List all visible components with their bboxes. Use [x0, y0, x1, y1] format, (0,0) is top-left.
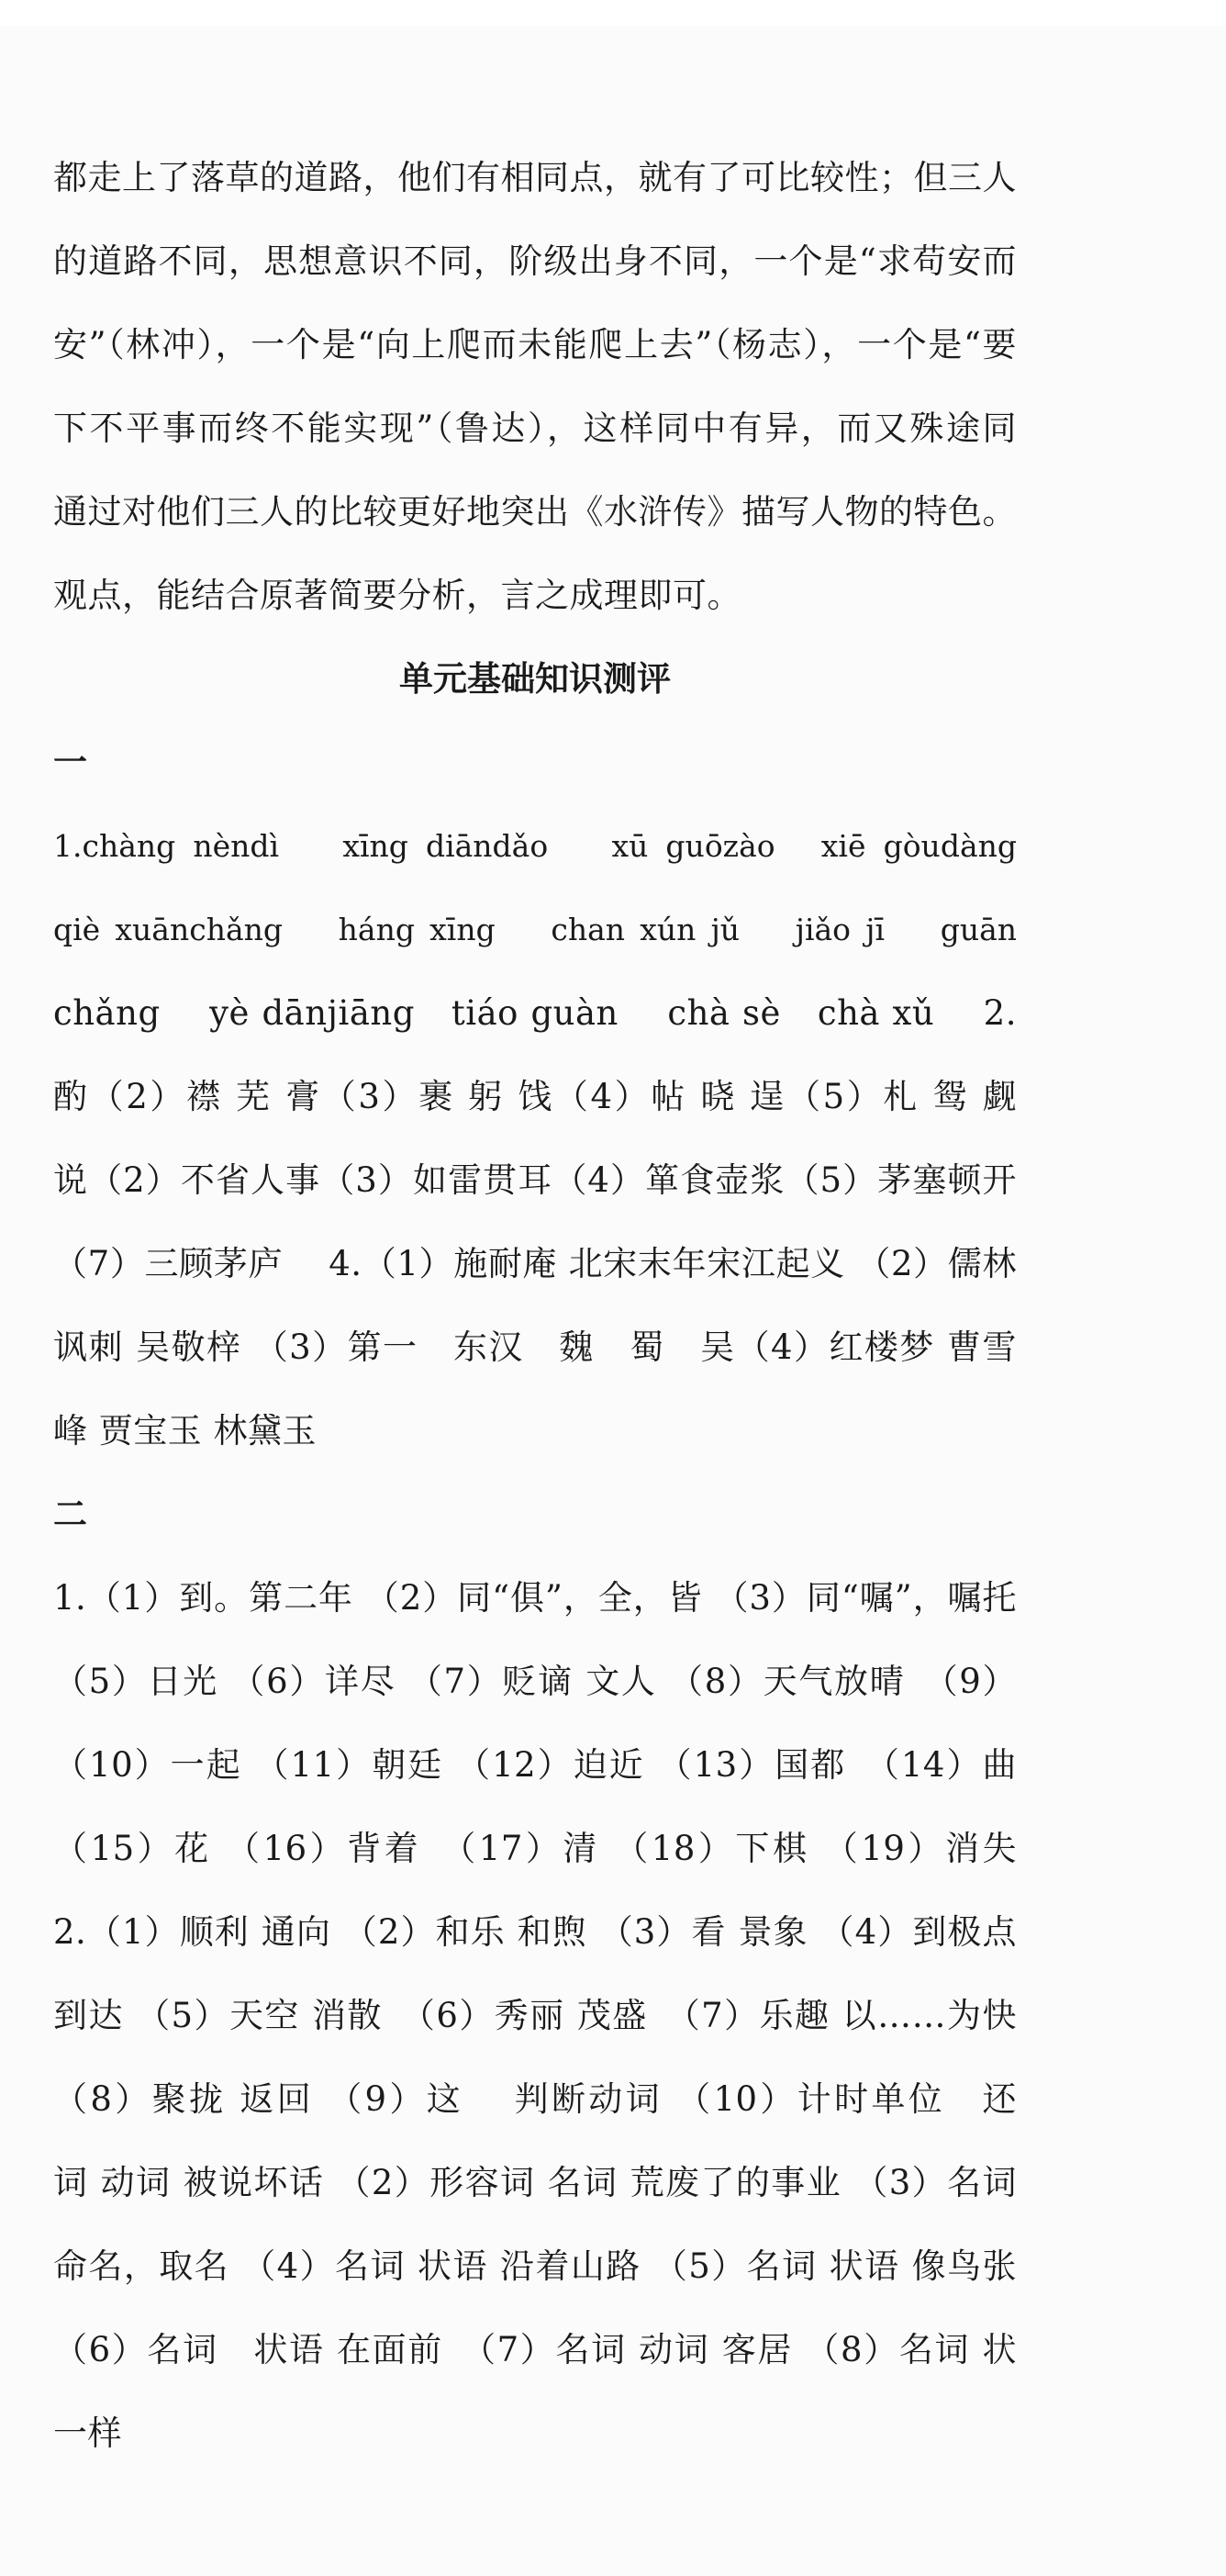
section-one-line: qiè xuānchǎng háng xīng chan xún jǔ jiǎo jī guān	[53, 912, 1017, 947]
section-two-line: （15）花 （16）背着 （17）清 （18）下棋 （19）消失	[53, 1829, 1017, 1868]
section-two-line: 2.（1）顺利 通向 （2）和乐 和煦 （3）看 景象 （4）到极点	[53, 1912, 1017, 1952]
section-one-line: 酌（2）襟 芜 膏（3）裹 躬 饯（4）帖 晓 逞（5）札 鸳 觑	[53, 1077, 1017, 1116]
section-two-line: （5）日光 （6）详尽 （7）贬谪 文人 （8）天气放晴 （9）	[53, 1662, 1017, 1701]
section-two-line: 命名，取名 （4）名词 状语 沿着山路 （5）名词 状语 像鸟张	[53, 2246, 1017, 2286]
section-one-line: 讽刺 吴敬梓 （3）第一 东汉 魏 蜀 吴（4）红楼梦 曹雪	[53, 1327, 1017, 1367]
section-two-mark: 二	[53, 1494, 87, 1534]
section-two-line: （6）名词 状语 在面前 （7）名词 动词 客居 （8）名词 状	[53, 2330, 1017, 2369]
intro-line: 的道路不同，思想意识不同，阶级出身不同，一个是“求苟安而	[53, 241, 1017, 281]
intro-line: 下不平事而终不能实现”（鲁达），这样同中有异，而又殊途同	[53, 409, 1017, 448]
section-one-mark: 一	[53, 742, 87, 782]
section-one-line: 说（2）不省人事（3）如雷贯耳（4）箪食壶浆（5）茅塞顿开	[53, 1160, 1017, 1200]
section-one-line: （7）三顾茅庐 4.（1）施耐庵 北宋末年宋江起义 （2）儒林	[53, 1244, 1017, 1283]
top-margin	[0, 0, 1226, 26]
section-two-line: 1.（1）到。第二年 （2）同“俱”，全，皆 （3）同“嘱”，嘱托	[53, 1578, 1017, 1618]
section-one-line: 1.chàng nèndì xīng diāndǎo xū guōzào xiē gòudàng	[53, 828, 1017, 864]
section-two-line: 到达 （5）天空 消散 （6）秀丽 茂盛 （7）乐趣 以……为快	[53, 1996, 1017, 2035]
section-two-line: （10）一起 （11）朝廷 （12）迫近 （13）国都 （14）曲	[53, 1745, 1017, 1785]
intro-line: 安”（林冲），一个是“向上爬而未能爬上去”（杨志），一个是“要	[53, 325, 1017, 364]
section-two-line: 词 动词 被说坏话 （2）形容词 名词 荒废了的事业 （3）名词	[53, 2163, 1017, 2202]
section-one-line: 峰 贾宝玉 林黛玉	[53, 1411, 318, 1450]
section-two-line: （8）聚拢 返回 （9）这 判断动词 （10）计时单位 还	[53, 2079, 1017, 2119]
intro-line: 通过对他们三人的比较更好地突出《水浒传》描写人物的特色。	[53, 492, 1017, 532]
page-content	[53, 136, 1017, 2475]
unit-heading: 单元基础知识测评	[399, 659, 671, 699]
intro-line: 都走上了落草的道路，他们有相同点，就有了可比较性；但三人	[53, 158, 1017, 197]
section-one-line: chǎng yè dānjiāng tiáo guàn chà sè chà xǔ 2.	[53, 993, 1017, 1033]
section-two-line: 一样	[53, 2414, 122, 2453]
intro-line: 观点，能结合原著简要分析，言之成理即可。	[53, 576, 741, 615]
